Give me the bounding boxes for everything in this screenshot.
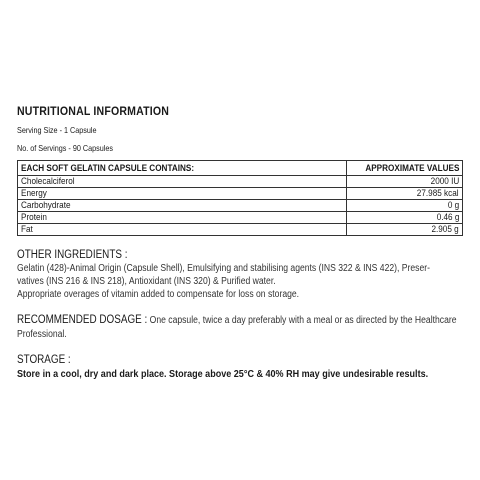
overages-note: Appropriate overages of vitamin added to compensate for loss on storage. — [17, 289, 300, 300]
nutrition-table-header — [18, 161, 463, 176]
table-header-right: APPROXIMATE VALUES — [364, 162, 459, 174]
nutrient-value: 2000 IU — [430, 176, 459, 187]
dosage-text: One capsule, twice a day preferably with a meal or as directed by the Healthcare Professional. — [17, 315, 457, 340]
storage-text: Store in a cool, dry and dark place. Storage above 25°C & 40% RH may give undesirable results. — [17, 368, 429, 380]
nutrient-value: 0 g — [447, 200, 459, 211]
nutrition-table — [17, 160, 463, 236]
serving-size: Serving Size - 1 Capsule — [17, 125, 97, 135]
other-ingredients-heading: OTHER INGREDIENTS : — [17, 249, 128, 261]
table-row — [18, 200, 463, 212]
nutrient-name: Carbohydrate — [21, 200, 71, 211]
table-row — [18, 224, 463, 236]
ingredients-line-2: vatives (INS 216 & INS 218), Antioxidant (INS 320) & Purified water. — [17, 276, 276, 287]
table-row — [18, 176, 463, 188]
nutrient-value: 27.985 kcal — [417, 188, 459, 199]
dosage-heading: RECOMMENDED DOSAGE : — [17, 314, 148, 326]
nutrient-value: 0.46 g — [436, 212, 459, 223]
dosage-section — [17, 313, 463, 341]
table-row — [18, 188, 463, 200]
nutrient-name: Fat — [21, 224, 33, 235]
table-header-left: EACH SOFT GELATIN CAPSULE CONTAINS: — [21, 162, 195, 174]
nutrition-title: NUTRITIONAL INFORMATION — [17, 104, 170, 118]
other-ingredients-section — [17, 248, 463, 301]
nutrient-value: 2.905 g — [431, 224, 459, 235]
nutrient-name: Energy — [21, 188, 47, 199]
nutrient-name: Protein — [21, 212, 47, 223]
nutrient-name: Cholecalciferol — [21, 176, 75, 187]
servings-count: No. of Servings - 90 Capsules — [17, 143, 113, 153]
table-row — [18, 212, 463, 224]
storage-section — [17, 353, 463, 381]
nutrition-label — [17, 102, 463, 381]
ingredients-line-1: Gelatin (428)-Animal Origin (Capsule Shell), Emulsifying and stabilising agents (INS 322 & INS 422), Preser- — [17, 263, 430, 274]
dosage-block — [17, 313, 462, 341]
storage-heading: STORAGE : — [17, 354, 71, 366]
